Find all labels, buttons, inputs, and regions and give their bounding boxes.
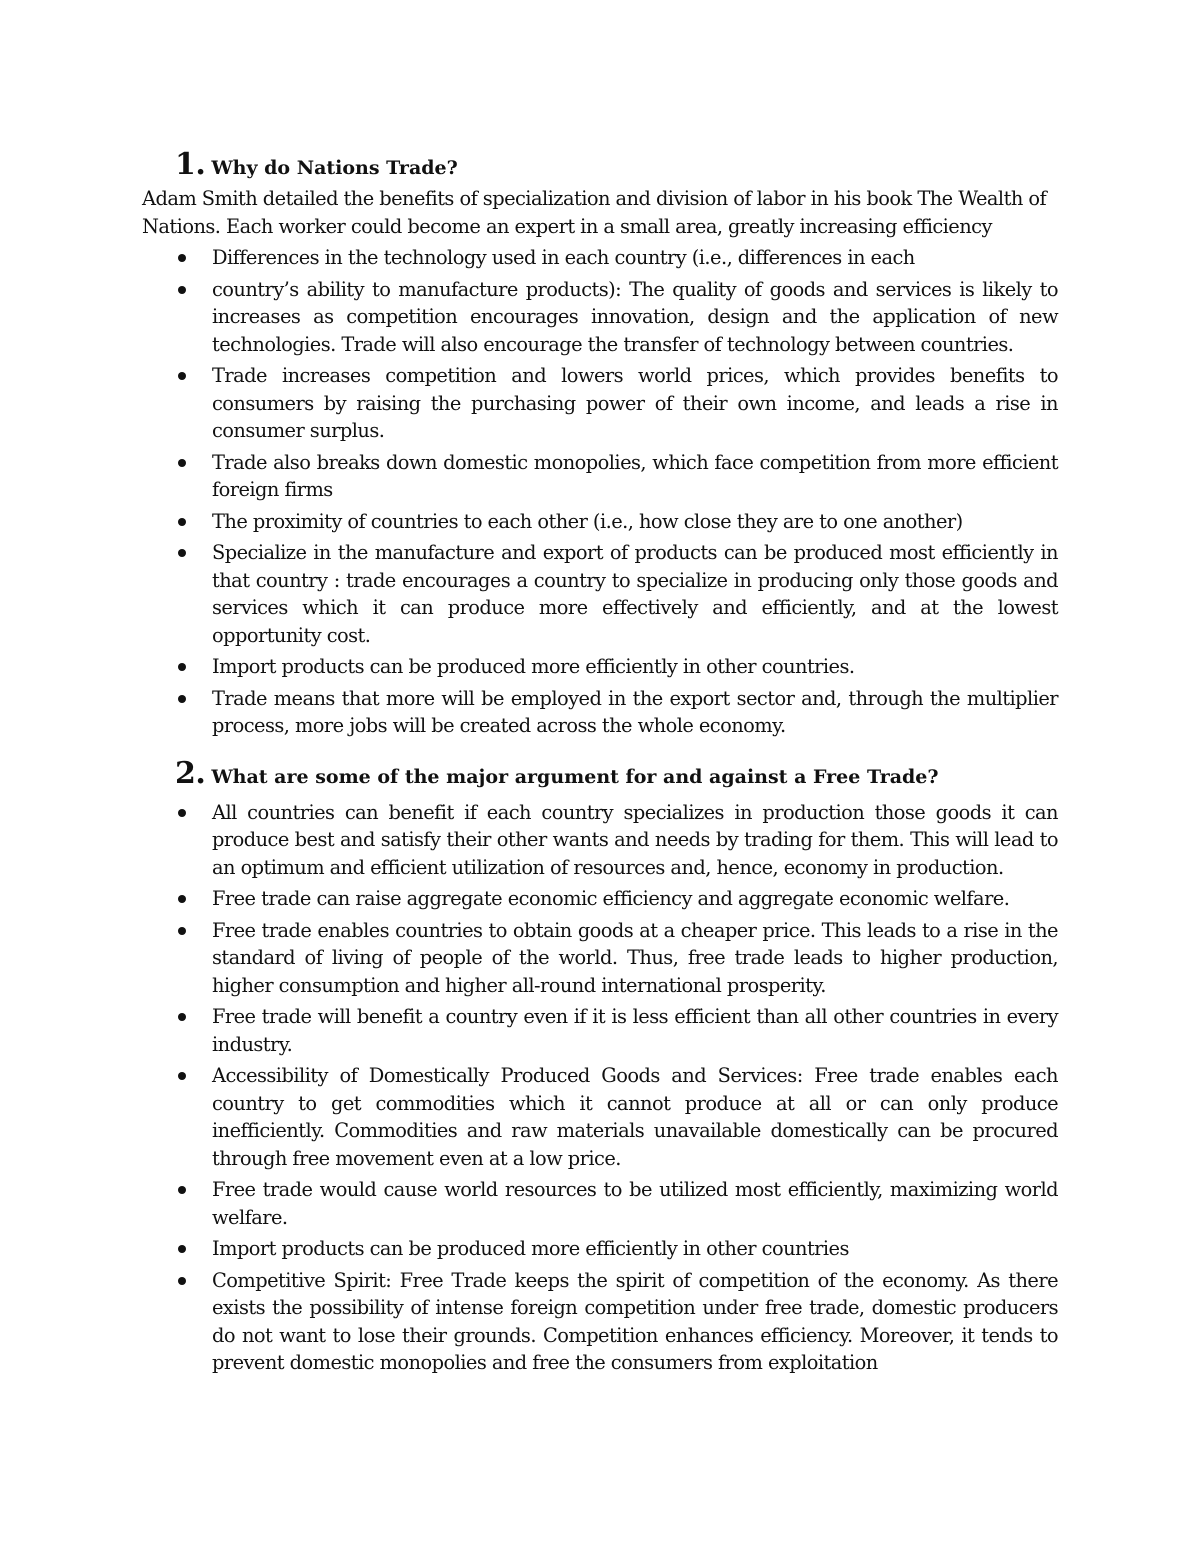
section-2-heading bbox=[175, 756, 1058, 791]
bullet-icon bbox=[178, 663, 186, 671]
list-item-text: All countries can benefit if each country specializes in production those goods it can produce best and satisfy their other wants and needs by trading for them. This will lead to an optimum and efficient utilization of resources and, hence, economy in production. bbox=[212, 800, 1058, 879]
section-1-number: 1. bbox=[175, 147, 206, 182]
list-item-text: Free trade can raise aggregate economic efficiency and aggregate economic welfare. bbox=[212, 887, 1010, 910]
section-2-bullet-list bbox=[142, 799, 1058, 1377]
list-item bbox=[142, 1235, 1058, 1263]
list-item bbox=[142, 508, 1058, 536]
list-item-text: Import products can be produced more efficiently in other countries. bbox=[212, 655, 855, 678]
bullet-icon bbox=[178, 459, 186, 467]
bullet-icon bbox=[178, 927, 186, 935]
document-page bbox=[142, 147, 1058, 1381]
list-item bbox=[142, 1267, 1058, 1377]
list-item-text: Free trade enables countries to obtain goods at a cheaper price. This leads to a rise in the standard of living of people of the world. Thus, free trade leads to higher production, higher consumption and higher all-round international prosperity. bbox=[212, 918, 1058, 997]
list-item-text: Trade means that more will be employed in the export sector and, through the multiplier process, more jobs will be created across the whole economy. bbox=[212, 686, 1058, 737]
list-item bbox=[142, 539, 1058, 649]
list-item-text: Differences in the technology used in each country (i.e., differences in each bbox=[212, 246, 915, 269]
list-item-text: The proximity of countries to each other (i.e., how close they are to one another) bbox=[212, 509, 963, 533]
bullet-icon bbox=[178, 1186, 186, 1194]
bullet-icon bbox=[178, 1072, 186, 1080]
section-1-heading bbox=[175, 147, 1058, 182]
bullet-icon bbox=[178, 372, 186, 380]
list-item bbox=[142, 917, 1058, 1000]
bullet-icon bbox=[178, 254, 186, 262]
bullet-icon bbox=[178, 1245, 186, 1253]
list-item-text: country’s ability to manufacture products): The quality of goods and services is likely to increases as competition encourages innovation, design and the application of new technologies. Trade will also encourage the transfer of technology between countries. bbox=[212, 277, 1058, 356]
list-item-text: Accessibility of Domestically Produced Goods and Services: Free trade enables each country to get commodities which it cannot produce at all or can only produce inefficiently. Commodities and raw materials unavailable domestically can be procured through free movement even at a low price. bbox=[212, 1064, 1058, 1170]
list-item bbox=[142, 1003, 1058, 1058]
list-item-text: Competitive Spirit: Free Trade keeps the spirit of competition of the economy. As there exists the possibility of intense foreign competition under free trade, domestic producers do not want to lose their grounds. Competition enhances efficiency. Moreover, it tends to prevent domestic monopolies and free the consumers from exploitation bbox=[212, 1268, 1058, 1374]
list-item-text: Trade also breaks down domestic monopolies, which face competition from more efficient foreign firms bbox=[212, 450, 1058, 501]
section-1-title: Why do Nations Trade? bbox=[211, 157, 458, 179]
list-item-text: Import products can be produced more efficiently in other countries bbox=[212, 1237, 849, 1260]
bullet-icon bbox=[178, 895, 186, 903]
bullet-icon bbox=[178, 549, 186, 557]
bullet-icon bbox=[178, 518, 186, 526]
section-2-title: What are some of the major argument for and against a Free Trade? bbox=[211, 765, 939, 788]
list-item bbox=[142, 1176, 1058, 1231]
bullet-icon bbox=[178, 1013, 186, 1021]
list-item bbox=[142, 244, 1058, 272]
list-item-text: Specialize in the manufacture and export of products can be produced most efficiently in that country : trade encourages a country to specialize in producing only those goods and services which it can produce more effectively and efficiently, and at the lowest opportunity cost. bbox=[212, 541, 1058, 647]
list-item bbox=[142, 362, 1058, 445]
list-item bbox=[142, 799, 1058, 882]
list-item bbox=[142, 1062, 1058, 1172]
list-item-text: Free trade would cause world resources to be utilized most efficiently, maximizing world welfare. bbox=[212, 1178, 1058, 1229]
list-item bbox=[142, 449, 1058, 504]
bullet-icon bbox=[178, 1277, 186, 1285]
bullet-icon bbox=[178, 286, 186, 294]
list-item bbox=[142, 685, 1058, 740]
list-item bbox=[142, 276, 1058, 359]
bullet-icon bbox=[178, 809, 186, 817]
bullet-icon bbox=[178, 695, 186, 703]
section-1-bullet-list bbox=[142, 244, 1058, 740]
list-item-text: Free trade will benefit a country even if it is less efficient than all other countries in every industry. bbox=[212, 1005, 1058, 1056]
section-2-number: 2. bbox=[175, 755, 206, 791]
list-item-text: Trade increases competition and lowers world prices, which provides benefits to consumers by raising the purchasing power of their own income, and leads a rise in consumer surplus. bbox=[212, 364, 1058, 442]
list-item bbox=[142, 653, 1058, 681]
list-item bbox=[142, 885, 1058, 913]
section-1-intro: Adam Smith detailed the benefits of specialization and division of labor in his book The Wealth of Nations. Each worker could become an expert in a small area, greatly increasing efficiency bbox=[142, 187, 1047, 238]
